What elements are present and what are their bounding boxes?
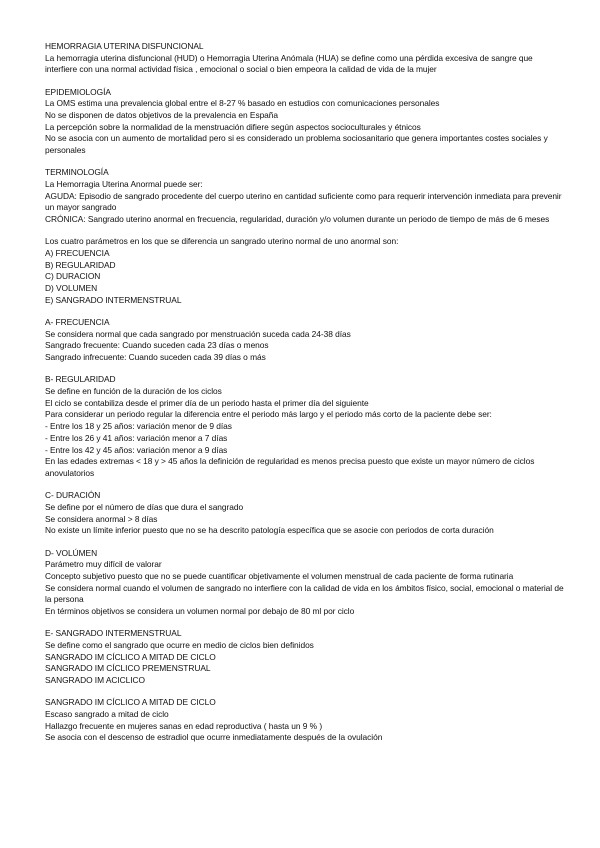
paragraph-line: B) REGULARIDAD [45,259,116,270]
section [45,41,565,76]
section [45,87,565,157]
section-heading: B- REGULARIDAD [45,374,116,385]
section-heading: TERMINOLOGÍA [45,167,109,178]
paragraph-line: No se disponen de datos objetivos de la prevalencia en España [45,110,279,121]
paragraph-line: SANGRADO IM ACICLICO [45,675,145,686]
paragraph-line: Sangrado frecuente: Cuando suceden cada 23 días o menos [45,340,269,351]
paragraph-line: A) FRECUENCIA [45,248,110,259]
section [45,628,565,687]
paragraph-line: - Entre los 42 y 45 años: variación menor a 9 días [45,444,228,455]
paragraph-line: Escaso sangrado a mitad de ciclo [45,708,169,719]
paragraph-line: La OMS estima una prevalencia global entre el 8-27 % basado en estudios con comunicaciones personales [45,98,440,109]
paragraph-line: SANGRADO IM CÍCLICO A MITAD DE CICLO [45,651,216,662]
section-heading: HEMORRAGIA UTERINA DISFUNCIONAL [45,41,204,51]
paragraph-line: Se considera normal cuando el volumen de sangrado no interfiere con la calidad de vida en los ámbitos físico, social, emocional o material de la persona [45,582,564,605]
section-heading: A- FRECUENCIA [45,317,110,328]
paragraph-line: No existe un límite inferior puesto que no se ha descrito patología específica que se asocie con periodos de corta duración [45,525,494,536]
paragraph-line: Se define como el sangrado que ocurre en medio de ciclos bien definidos [45,639,314,650]
paragraph-line: Para considerar un periodo regular la diferencia entre el periodo más largo y el periodo más corto de la paciente debe ser: [45,409,492,420]
paragraph-line: - Entre los 18 y 25 años: variación menor de 9 días [45,421,232,432]
paragraph-line: Se considera anormal > 8 días [45,513,158,524]
section-heading: Los cuatro parámetros en los que se diferencia un sangrado uterino normal de uno anormal son: [45,236,399,247]
section [45,317,565,364]
paragraph-line: La Hemorragia Uterina Anormal puede ser: [45,179,203,190]
paragraph-line: El ciclo se contabiliza desde el primer día de un periodo hasta el primer día del siguiente [45,397,369,408]
paragraph-line: SANGRADO IM CÍCLICO PREMENSTRUAL [45,663,211,674]
section-heading: E- SANGRADO INTERMENSTRUAL [45,628,182,639]
section-heading: D- VOLÚMEN [45,547,98,558]
paragraph-line: Se considera normal que cada sangrado por menstruación suceda cada 24-38 días [45,328,351,339]
paragraph-line: Sangrado infrecuente: Cuando suceden cada 39 días o más [45,352,266,363]
paragraph-line: Se asocia con el descenso de estradiol que ocurre inmediatamente después de la ovulación [45,732,383,743]
section [45,167,565,226]
section-heading: EPIDEMIOLOGÍA [45,86,111,97]
paragraph-line: Parámetro muy difícil de valorar [45,559,162,570]
paragraph-line: E) SANGRADO INTERMENSTRUAL [45,294,182,305]
section [45,374,565,479]
section [45,697,565,744]
section [45,490,565,537]
paragraph-line: D) VOLUMEN [45,283,98,294]
paragraph-line: CRÓNICA: Sangrado uterino anormal en frecuencia, regularidad, duración y/o volumen durante un periodo de tiempo de más de 6 meses [45,214,550,225]
paragraph-line: No se asocia con un aumento de mortalidad pero si es considerado un problema sociosanitario que genera importantes costes sociales y personales [45,133,548,156]
section [45,548,565,618]
paragraph-line: C) DURACION [45,271,101,282]
paragraph-line: Concepto subjetivo puesto que no se puede cuantificar objetivamente el volumen menstrual de cada paciente de forma rutinaria [45,570,514,581]
document-body [45,41,565,755]
paragraph-line: Se define en función de la duración de los ciclos [45,386,222,397]
paragraph-line: En las edades extremas < 18 y > 45 años la definición de regularidad es menos precisa puesto que existe un mayor número de ciclos anovulatorios [45,456,535,478]
section-heading: C- DURACIÓN [45,490,101,501]
section [45,236,565,306]
paragraph-line: En términos objetivos se considera un volumen normal por debajo de 80 ml por ciclo [45,606,355,617]
paragraph-line: AGUDA: Episodio de sangrado procedente del cuerpo uterino en cantidad suficiente como para requerir intervención inmediata para prevenir un mayor sangrado [45,190,562,213]
paragraph-line: La percepción sobre la normalidad de la menstruación difiere según aspectos socioculturales y étnicos [45,121,421,132]
paragraph-line: - Entre los 26 y 41 años: variación menor a 7 días [45,432,228,443]
paragraph-line: Se define por el número de días que dura el sangrado [45,501,244,512]
paragraph-line: Hallazgo frecuente en mujeres sanas en edad reproductiva ( hasta un 9 % ) [45,720,323,731]
paragraph-line: La hemorragia uterina disfuncional (HUD) o Hemorragia Uterina Anómala (HUA) se define como una pérdida excesiva de sangre que interfiere con una normal actividad física , emocional o social o bien empeora la calidad de vida de la mujer [45,52,533,75]
section-heading: SANGRADO IM CÍCLICO A MITAD DE CICLO [45,697,216,708]
